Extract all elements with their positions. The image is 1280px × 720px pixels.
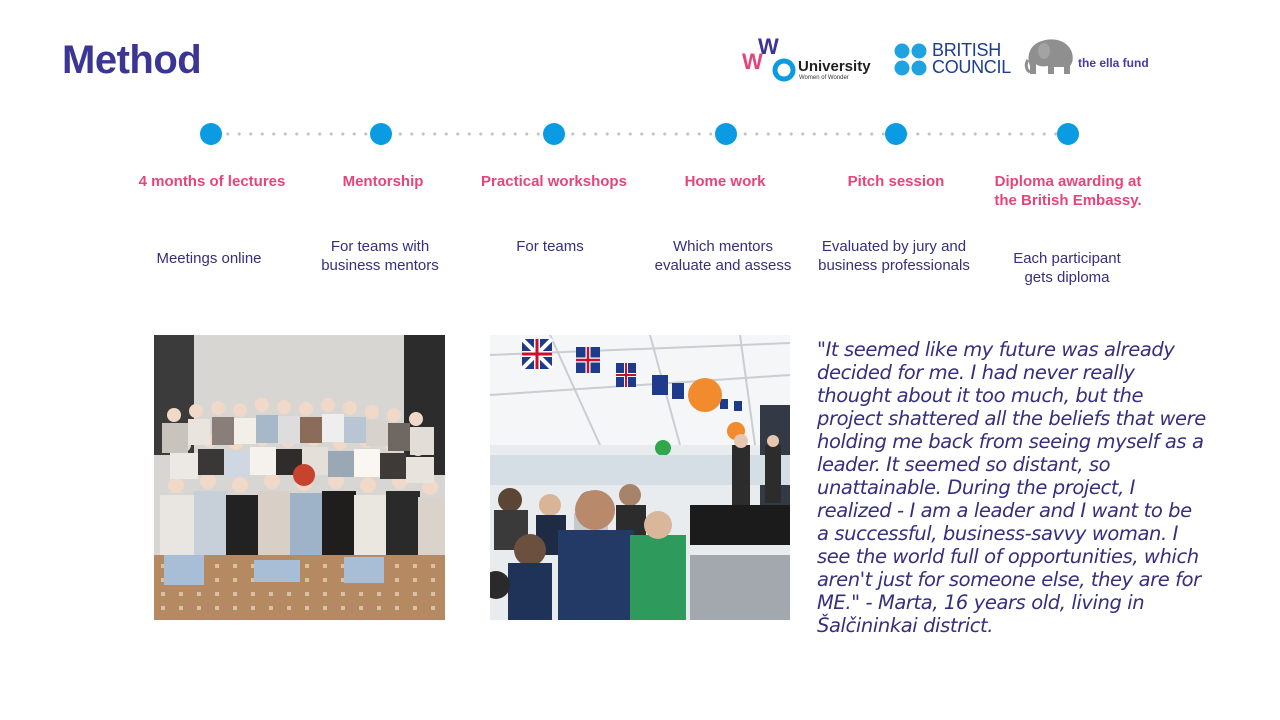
timeline-node (1057, 123, 1079, 145)
page-title: Method (62, 38, 202, 82)
timeline-node (885, 123, 907, 145)
timeline-node (543, 123, 565, 145)
step-label-pitch: Pitch session (847, 173, 945, 190)
timeline-node (370, 123, 392, 145)
step-label-mentorship: Mentorship (342, 173, 424, 190)
program-timeline (0, 0, 1280, 300)
timeline-dotted-line (222, 132, 1058, 136)
svg-text:W: W (742, 49, 763, 74)
ella-fund-name: the ella fund (1078, 56, 1149, 70)
wow-tagline: Women of Wonder (799, 75, 849, 81)
step-desc-diploma: Each participant gets diploma (1013, 250, 1121, 286)
testimonial-quote: "It seemed like my future was already decided for me. I had never really thought about it too much, but the project shattered all the beliefs that were holding me back from seeing myself as a leader. It seemed so distant, so unattainable. During the project, I realized - I am a leader and I want to be a successful, business-savvy woman. I see the world full of opportunities, which aren't just for someone else, they are for ME." - Marta, 16 years old, living in Šalčininkai district. (817, 338, 1206, 637)
event-tent-photo (490, 335, 790, 620)
step-desc-lectures: Meetings online (156, 250, 262, 267)
step-desc-home-work: Which mentors evaluate and assess (654, 238, 792, 274)
svg-text:W: W (758, 36, 779, 59)
step-label-workshops: Practical workshops (481, 173, 627, 190)
wow-name: University (798, 58, 871, 75)
timeline-node (715, 123, 737, 145)
british-council-wordmark: BRITISH COUNCIL (932, 40, 1011, 77)
step-label-lectures: 4 months of lectures (138, 173, 286, 190)
step-desc-workshops: For teams (516, 238, 584, 255)
step-desc-mentorship: For teams with business mentors (321, 238, 439, 274)
timeline-node (200, 123, 222, 145)
step-desc-pitch: Evaluated by jury and business professionals (818, 238, 970, 274)
group-photo (154, 335, 445, 620)
step-label-home-work: Home work (684, 173, 766, 190)
step-label-diploma: Diploma awarding at the British Embassy. (994, 173, 1142, 209)
